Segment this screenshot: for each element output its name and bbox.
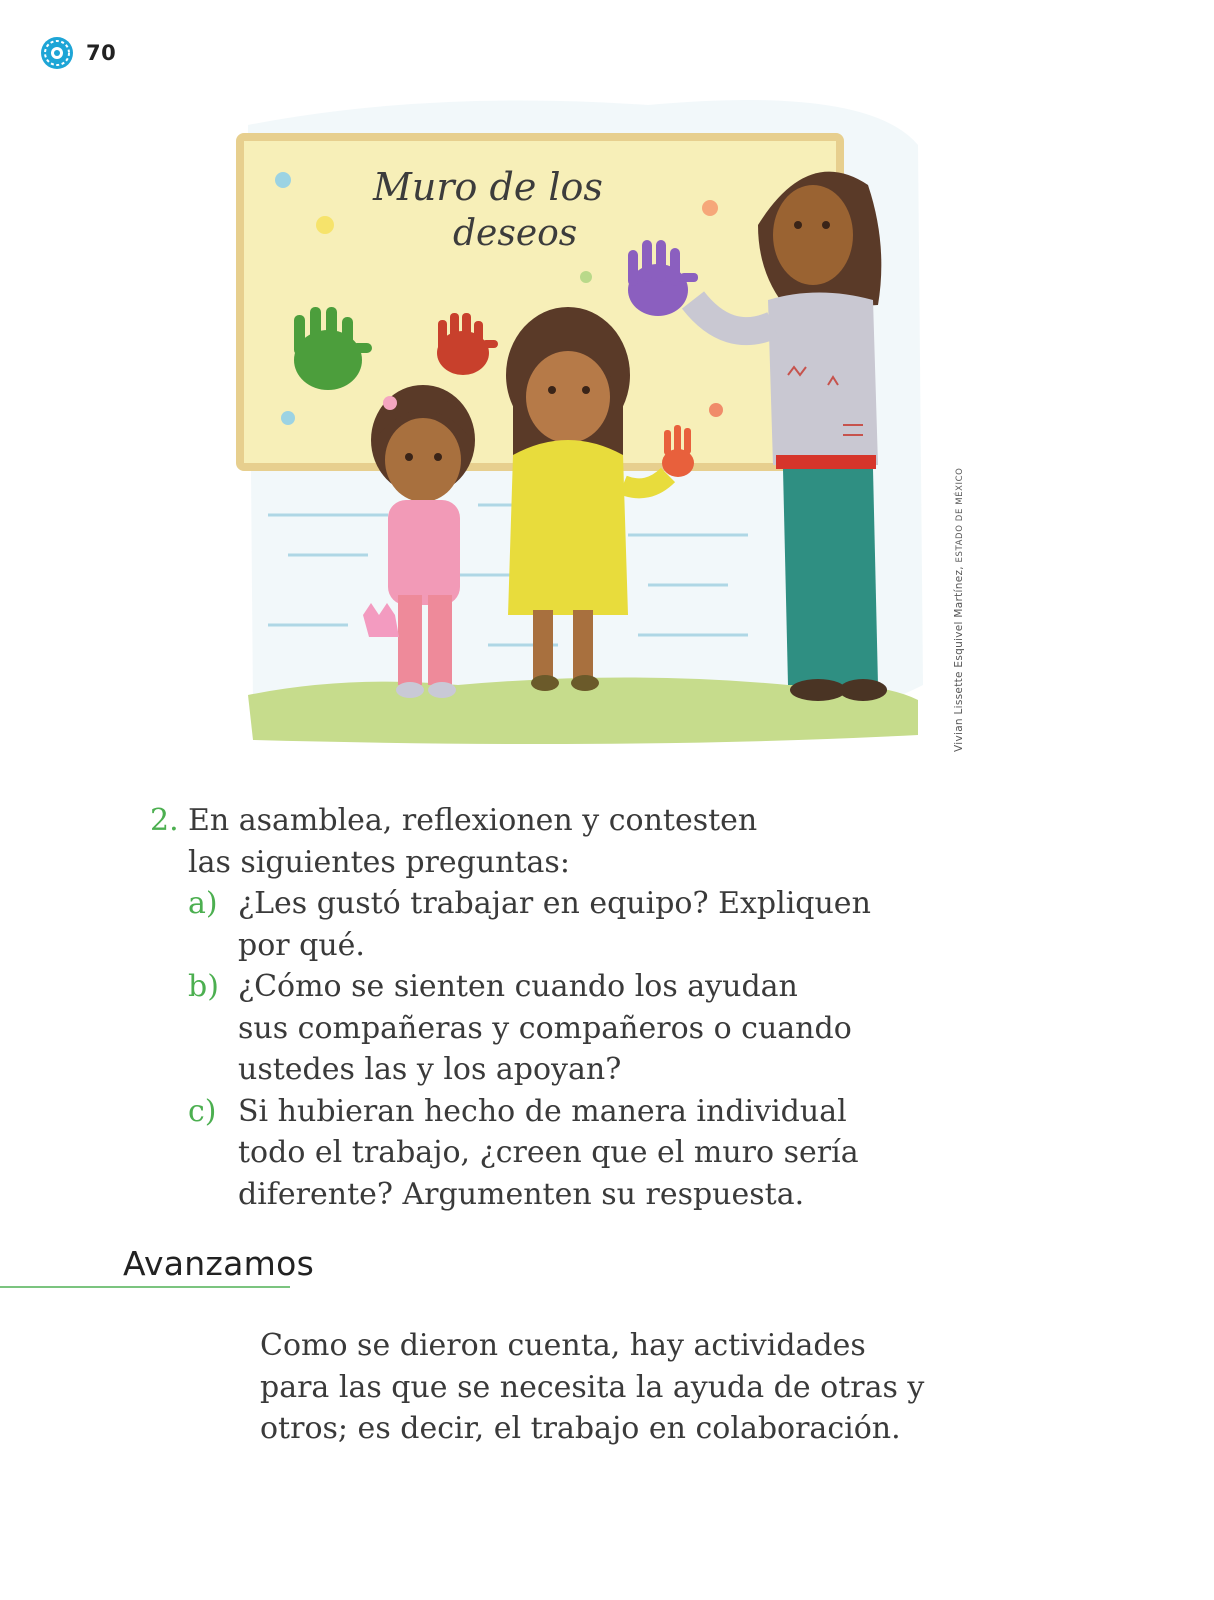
question-line: ustedes las y los apoyan? (238, 1052, 622, 1087)
blue-paint-dot (275, 172, 291, 188)
activity-item (150, 800, 910, 883)
green-paint-dot (580, 271, 592, 283)
question-a (150, 883, 910, 966)
closing-line: Como se dieron cuenta, hay actividades (260, 1328, 866, 1363)
question-b (150, 966, 910, 1091)
page-number: 70 (86, 41, 117, 65)
question-line: todo el trabajo, ¿creen que el muro sería (238, 1135, 859, 1170)
section-divider (0, 1286, 290, 1288)
question-c (150, 1091, 910, 1216)
yellow-paint-dot (316, 216, 334, 234)
activity-number: 2. (150, 803, 179, 838)
closing-paragraph (260, 1325, 960, 1450)
section-title: Avanzamos (123, 1244, 315, 1283)
question-line: ¿Les gustó trabajar en equipo? Expliquen (238, 886, 871, 921)
illustration-credit (953, 468, 965, 752)
question-letter: b) (188, 969, 219, 1004)
question-line: diferente? Argumenten su respuesta. (238, 1176, 805, 1212)
question-letter: a) (188, 886, 218, 921)
question-line: por qué. (238, 927, 365, 963)
orange-paint-dot (702, 200, 718, 216)
wishes-wall-illustration (228, 85, 948, 765)
flower-medallion-icon (40, 36, 74, 70)
closing-line: otros; es decir, el trabajo en colaboración. (260, 1411, 901, 1446)
prompt-line: las siguientes preguntas: (188, 844, 570, 880)
closing-line: para las que se necesita la ayuda de otras y (260, 1369, 925, 1405)
blue-paint-dot-2 (281, 411, 295, 425)
question-letter: c) (188, 1093, 217, 1129)
question-line: ¿Cómo se sienten cuando los ayudan (238, 969, 798, 1004)
question-line: Si hubieran hecho de manera individual (238, 1093, 847, 1129)
coral-paint-dot (709, 403, 723, 417)
credit-name: Vivian Lissette Esquivel Martínez, (953, 566, 965, 752)
page-header (40, 36, 116, 70)
activity-block (150, 800, 910, 1215)
prompt-line: En asamblea, reflexionen y contesten (188, 803, 758, 838)
board-title-line1: Muro de los (373, 165, 603, 209)
board-title-line2: deseos (453, 213, 578, 254)
credit-state: ESTADO DE MÉXICO (955, 467, 965, 563)
question-line: sus compañeras y compañeros o cuando (238, 1010, 852, 1046)
